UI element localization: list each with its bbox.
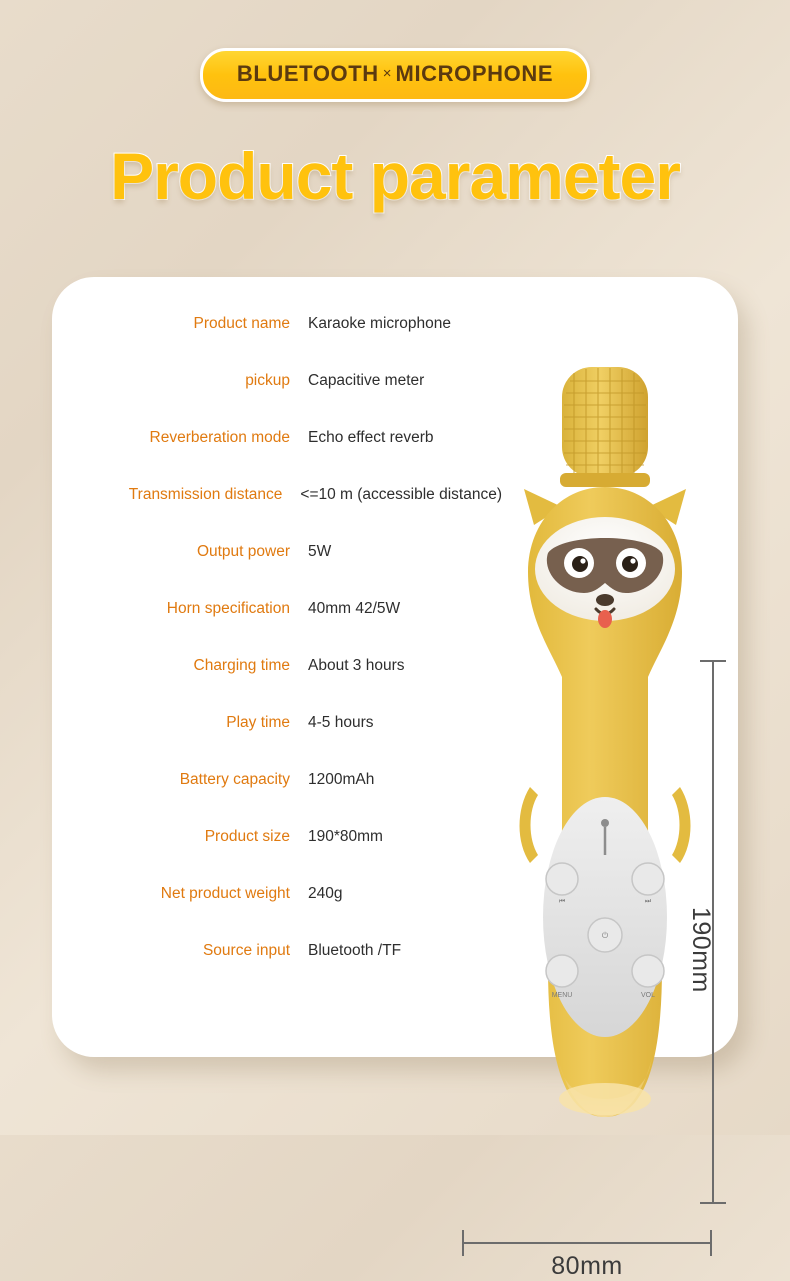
svg-text:⏻: ⏻ [601, 931, 609, 940]
header-badge-container [0, 48, 790, 102]
spec-value: 4-5 hours [308, 714, 374, 731]
spec-label: Play time [226, 714, 290, 731]
table-row [72, 372, 502, 429]
height-dimension-cap-bottom [700, 1202, 726, 1204]
height-dimension-cap-top [700, 660, 726, 662]
table-row [72, 885, 502, 942]
spec-value: 240g [308, 885, 343, 902]
badge-right-text: MICROPHONE [395, 61, 554, 86]
width-dimension-label: 80mm [551, 1252, 623, 1280]
table-row [72, 429, 502, 486]
svg-text:⏮: ⏮ [558, 898, 566, 905]
spec-label: Battery capacity [179, 771, 290, 788]
spec-value: Capacitive meter [308, 372, 425, 389]
control-panel [543, 797, 667, 1037]
karaoke-microphone-illustration [500, 357, 730, 1217]
table-row [72, 714, 502, 771]
menu-button [546, 955, 578, 987]
table-row [72, 486, 502, 543]
table-row [72, 771, 502, 828]
spec-label: pickup [245, 372, 290, 389]
spec-value: Bluetooth /TF [308, 942, 402, 959]
product-image-area [452, 347, 738, 1280]
spec-label: Horn specification [166, 600, 290, 617]
spec-value: <=10 m (accessible distance) [300, 486, 502, 503]
spec-label: Product name [193, 315, 290, 332]
page-title: Product parameter [110, 139, 680, 213]
spec-value: About 3 hours [308, 657, 405, 674]
width-dimension-line [462, 1242, 712, 1244]
spec-table [72, 315, 502, 999]
microphone-mesh-head [560, 367, 650, 487]
spec-label: Output power [196, 543, 290, 560]
svg-text:⏭: ⏭ [644, 898, 652, 905]
spec-value: 190*80mm [308, 828, 383, 845]
height-dimension-label: 190mm [687, 907, 715, 993]
header-badge [200, 48, 590, 102]
spec-value: 5W [308, 543, 332, 560]
spec-value: 40mm 42/5W [308, 600, 401, 617]
svg-text:MENU: MENU [551, 992, 573, 999]
spec-label: Transmission distance [128, 486, 283, 503]
svg-text:VOL: VOL [640, 992, 656, 999]
next-button [632, 863, 664, 895]
table-row [72, 942, 502, 999]
badge-separator-icon: × [382, 64, 392, 82]
table-row [72, 543, 502, 600]
badge-left-text: BLUETOOTH [236, 61, 379, 86]
table-row [72, 600, 502, 657]
spec-card [52, 277, 738, 1280]
table-row [72, 657, 502, 714]
prev-button [546, 863, 578, 895]
spec-label: Product size [204, 828, 290, 845]
spec-value: 1200mAh [308, 771, 375, 788]
spec-value: Echo effect reverb [308, 429, 434, 446]
spec-label: Source input [202, 942, 290, 959]
table-row [72, 828, 502, 885]
spec-label: Reverberation mode [149, 429, 290, 446]
spec-label: Charging time [193, 657, 290, 674]
table-row [72, 315, 502, 372]
volume-button [632, 955, 664, 987]
spec-value: Karaoke microphone [308, 315, 452, 332]
spec-label: Net product weight [160, 885, 290, 902]
